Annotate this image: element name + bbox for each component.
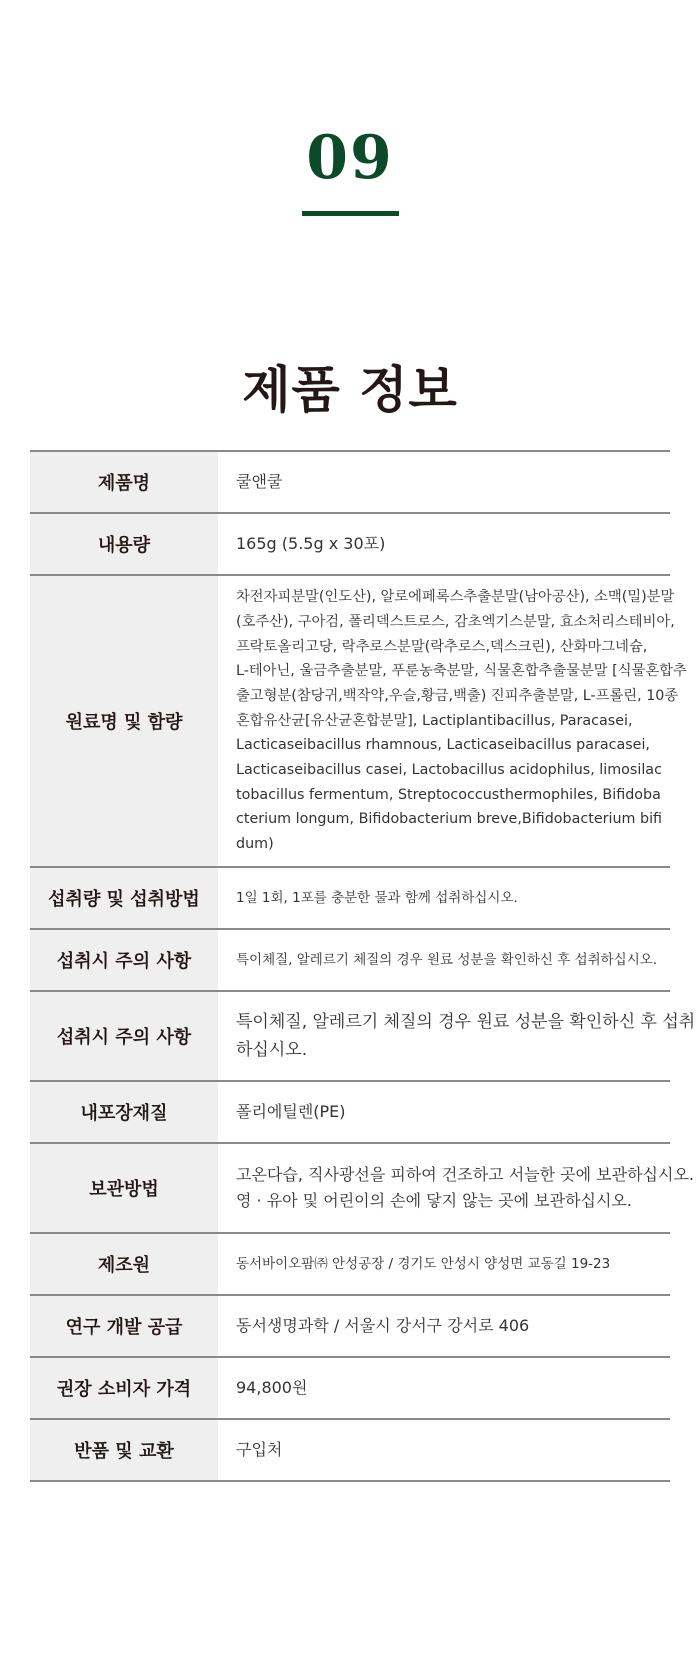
storage-line: 영 · 유아 및 어린이의 손에 닿지 않는 곳에 보관하십시오.: [236, 1191, 632, 1210]
value-caution-2: [218, 992, 695, 1080]
value-caution-1: 특이체질, 알레르기 체질의 경우 원료 성분을 확인하신 후 섭취하십시오.: [236, 951, 658, 968]
value-dosage: 1일 1회, 1포를 충분한 물과 함께 섭취하십시오.: [236, 889, 518, 906]
ingredients-line: 혼합유산균[유산균혼합분말], Lactiplantibacillus, Paracasei,: [236, 712, 633, 729]
ingredients-line: Lacticaseibacillus rhamnous, Lacticaseibacillus paracasei,: [236, 737, 650, 754]
label-ingredients: 원료명 및 함량: [30, 576, 218, 866]
label-product-name: 제품명: [30, 452, 218, 512]
row-return: [30, 1420, 670, 1482]
ingredients-line: 프락토올리고당, 락추로스분말(락추로스,덱스크린), 산화마그네슘,: [236, 638, 648, 655]
label-packaging: 내포장재질: [30, 1082, 218, 1142]
label-return: 반품 및 교환: [30, 1420, 218, 1480]
label-caution-1: 섭취시 주의 사항: [30, 930, 218, 990]
ingredients-line: (호주산), 구아검, 폴리덱스트로스, 감초엑기스분말, 효소처리스테비아,: [236, 613, 675, 630]
label-dosage: 섭취량 및 섭취방법: [30, 868, 218, 928]
storage-line: 고온다습, 직사광선을 피하여 건조하고 서늘한 곳에 보관하십시오.: [236, 1164, 695, 1184]
page-title: 제품 정보: [242, 361, 458, 419]
row-product-name: [30, 452, 670, 514]
label-supplier: 연구 개발 공급: [30, 1296, 218, 1356]
ingredients-line: 출고형분(참당귀,백작약,우슬,황금,백출) 진피추출분말, L-프롤린, 10종: [236, 687, 679, 704]
value-product-name: 쿨앤쿨: [236, 472, 283, 492]
label-net-weight: 내용량: [30, 514, 218, 574]
value-supplier: 동서생명과학 / 서울시 강서구 강서로 406: [236, 1316, 530, 1336]
row-storage: [30, 1144, 695, 1234]
section-underline: [302, 211, 399, 216]
ingredients-line: Lacticaseibacillus casei, Lactobacillus acidophilus, limosilac: [236, 762, 662, 779]
ingredients-line: dum): [236, 836, 274, 853]
row-manufacturer: [30, 1234, 670, 1296]
value-net-weight: 165g (5.5g x 30포): [236, 534, 386, 554]
value-ingredients: [218, 576, 687, 866]
ingredients-line: tobacillus fermentum, Streptococcusthermophiles, Bifidoba: [236, 786, 661, 803]
row-ingredients: [30, 576, 687, 868]
row-dosage: [30, 868, 670, 930]
row-supplier: [30, 1296, 670, 1358]
row-caution-1: [30, 930, 670, 992]
row-packaging: [30, 1082, 670, 1144]
label-price: 권장 소비자 가격: [30, 1358, 218, 1418]
value-return: 구입처: [236, 1440, 283, 1460]
ingredients-line: L-테아닌, 울금추출분말, 푸룬농축분말, 식물혼합추출물분말 [식물혼합추: [236, 663, 687, 680]
value-price: 94,800원: [236, 1378, 308, 1398]
value-packaging: 폴리에틸렌(PE): [236, 1102, 346, 1122]
row-price: [30, 1358, 670, 1420]
row-caution-2: [30, 992, 696, 1082]
label-caution-2: 섭취시 주의 사항: [30, 992, 218, 1080]
value-manufacturer: 동서바이오팜㈜ 안성공장 / 경기도 안성시 양성면 교동길 19-23: [236, 1255, 611, 1272]
caution-line: 특이체질, 알레르기 체질의 경우 원료 성분을 확인하신 후 섭취: [236, 1011, 696, 1032]
product-info-table: [30, 450, 696, 1482]
row-net-weight: [30, 514, 670, 576]
section-number: 09: [306, 123, 394, 193]
ingredients-line: 차전자피분말(인도산), 알로에페록스추출분말(남아공산), 소맥(밀)분말: [236, 589, 675, 606]
caution-line: 하십시오.: [236, 1040, 308, 1060]
ingredients-line: cterium longum, Bifidobacterium breve,Bifidobacterium bifi: [236, 811, 663, 828]
label-manufacturer: 제조원: [30, 1234, 218, 1294]
label-storage: 보관방법: [30, 1144, 218, 1232]
value-storage: [218, 1144, 694, 1232]
